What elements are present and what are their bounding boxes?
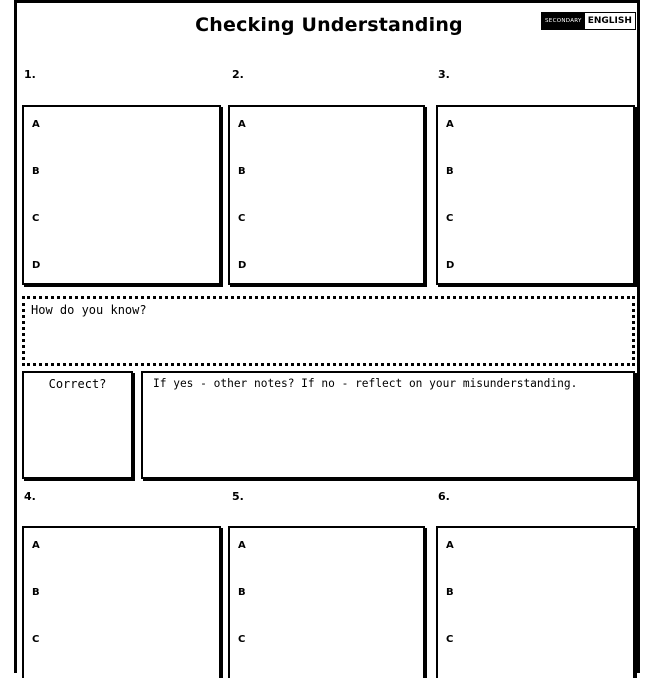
option-a[interactable]: A xyxy=(238,119,246,130)
option-b[interactable]: B xyxy=(446,587,454,598)
correct-label: Correct? xyxy=(48,377,107,391)
question-number: 4. xyxy=(24,490,36,503)
how-do-you-know-field[interactable] xyxy=(22,296,635,366)
option-a[interactable]: A xyxy=(32,540,40,551)
option-c[interactable]: C xyxy=(446,213,454,224)
option-b[interactable]: B xyxy=(238,587,246,598)
answer-box-q5[interactable] xyxy=(228,526,425,678)
option-d[interactable]: D xyxy=(32,260,41,271)
logo-right-text: ENGLISH xyxy=(585,13,635,29)
answer-box-q3[interactable] xyxy=(436,105,635,285)
option-a[interactable]: A xyxy=(446,540,454,551)
option-d[interactable]: D xyxy=(238,260,247,271)
answer-box-q2[interactable] xyxy=(228,105,425,285)
how-prompt: How do you know? xyxy=(31,303,147,317)
option-c[interactable]: C xyxy=(32,634,40,645)
question-number: 1. xyxy=(24,68,36,81)
option-c[interactable]: C xyxy=(32,213,40,224)
reflect-prompt: If yes - other notes? If no - reflect on your misunderstanding. xyxy=(153,377,578,390)
option-b[interactable]: B xyxy=(32,587,40,598)
option-c[interactable]: C xyxy=(238,634,246,645)
option-b[interactable]: B xyxy=(446,166,454,177)
option-b[interactable]: B xyxy=(32,166,40,177)
question-number: 2. xyxy=(232,68,244,81)
option-c[interactable]: C xyxy=(446,634,454,645)
correct-field[interactable] xyxy=(22,371,133,479)
reflection-field[interactable] xyxy=(141,371,635,479)
logo-left-text: SECONDARY xyxy=(542,13,585,29)
answer-box-q4[interactable] xyxy=(22,526,221,678)
brand-logo xyxy=(541,12,636,30)
option-c[interactable]: C xyxy=(238,213,246,224)
question-number: 5. xyxy=(232,490,244,503)
option-b[interactable]: B xyxy=(238,166,246,177)
option-a[interactable]: A xyxy=(238,540,246,551)
page-title: Checking Understanding xyxy=(195,14,463,36)
answer-box-q1[interactable] xyxy=(22,105,221,285)
option-a[interactable]: A xyxy=(446,119,454,130)
question-number: 6. xyxy=(438,490,450,503)
option-d[interactable]: D xyxy=(446,260,455,271)
answer-box-q6[interactable] xyxy=(436,526,635,678)
question-number: 3. xyxy=(438,68,450,81)
option-a[interactable]: A xyxy=(32,119,40,130)
